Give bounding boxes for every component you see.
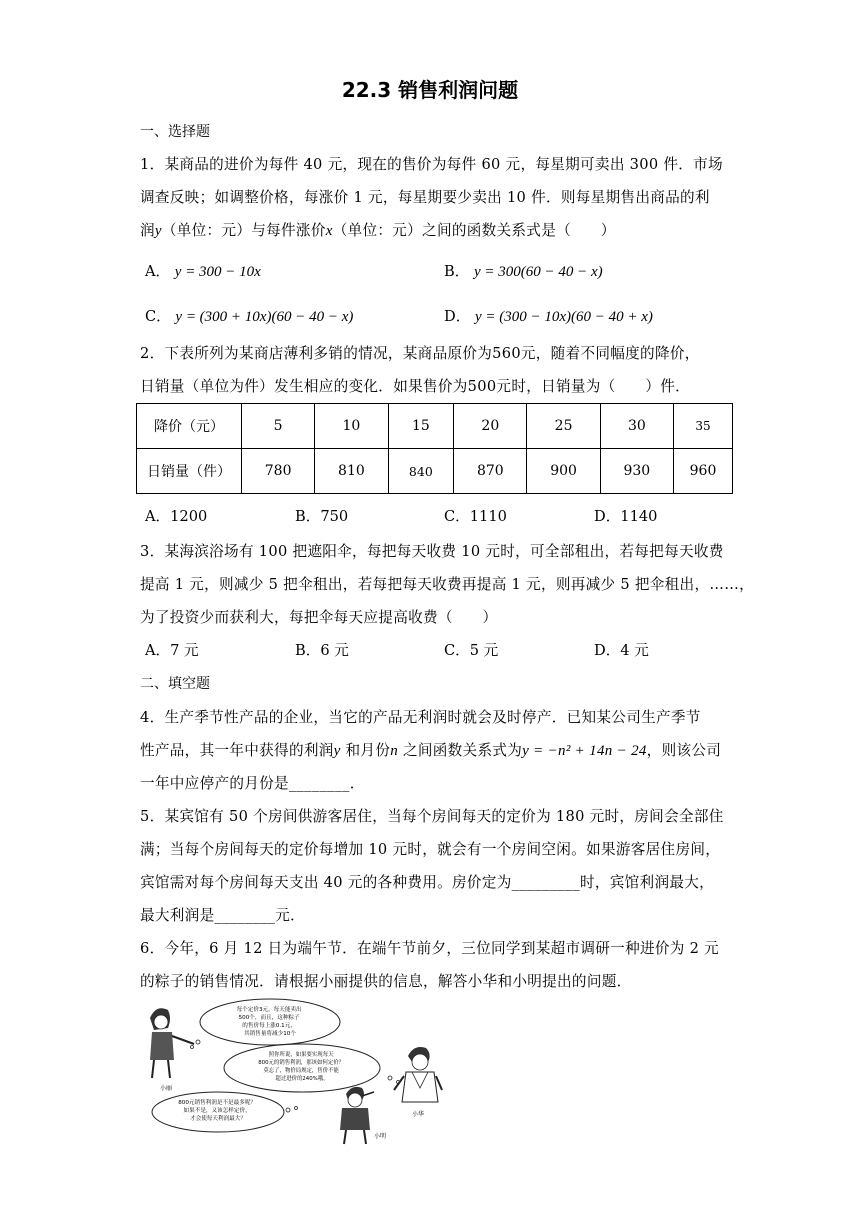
q4-line-2-text-a: 性产品，其一年中获得的利润 (140, 742, 334, 759)
q1-option-b-label: B． (444, 263, 470, 280)
table-cell: 20 (454, 404, 527, 449)
q1-option-a-label: A． (145, 263, 171, 280)
q2-option-b[interactable]: B．750 (295, 508, 349, 525)
q1-option-c-label: C． (145, 308, 171, 325)
q5-line-1: 5．某宾馆有 50 个房间供游客居住，当每个房间每天的定价为 180 元时，房间会全部住 (140, 808, 724, 825)
q4-line-2 (140, 739, 721, 760)
q2-option-a[interactable]: A．1200 (145, 508, 208, 525)
q1-line-1: 1．某商品的进价为每件 40 元，现在的售价为每件 60 元，每星期可卖出 300 件．市场 (140, 156, 723, 173)
bubble-2-line: 莫忘了，物价局规定，售价不能 (263, 1068, 339, 1074)
q1-line-2: 调查反映；如调整价格，每涨价 1 元，每星期要少卖出 10 件．则每星期售出商品的利 (140, 189, 710, 206)
speech-bubble-1 (200, 999, 340, 1045)
q3-option-b[interactable]: B．6 元 (295, 642, 349, 659)
bubble-dot (191, 1046, 194, 1049)
q1-line-3-text-c: （单位：元）之间的函数关系式是（ ） (332, 222, 616, 239)
q3-option-a[interactable]: A．7 元 (145, 642, 199, 659)
bubble-3-line: 才会使每天利润最大？ (190, 1116, 246, 1122)
q1-option-a-expr: y = 300 − 10x (174, 264, 261, 280)
bubble-dot (286, 1108, 290, 1112)
table-header-cell: 日销量（件） (137, 449, 242, 494)
q5-line-2: 满；当每个房间每天的定价每增加 10 元时，就会有一个房间空闲。如果游客居住房间， (140, 841, 721, 858)
bubble-1-line: 的售价每上涨0.1元， (242, 1023, 296, 1029)
table-cell: 5 (242, 404, 315, 449)
table-cell: 930 (600, 449, 673, 494)
q4-var-y: y (333, 743, 341, 759)
table-cell: 870 (454, 449, 527, 494)
table-row (137, 404, 733, 449)
bubble-2-line: 800元的销售利润，那该如何定价？ (258, 1060, 345, 1066)
q1-var-y: y (154, 223, 162, 239)
bubble-2-line: 照你所说，如果要实现每天 (268, 1052, 334, 1058)
table-cell: 960 (674, 449, 733, 494)
table-cell: 840 (388, 449, 454, 494)
q4-line-1: 4．生产季节性产品的企业，当它的产品无利润时就会及时停产．已知某公司生产季节 (140, 709, 701, 726)
table-cell: 780 (242, 449, 315, 494)
boy-xiaoming-figure (340, 1087, 374, 1144)
q4-line-2-text-c: 之间函数关系式为 (398, 742, 523, 759)
bubble-3-line: 如果不是，又该怎样定价， (183, 1108, 251, 1114)
bubble-1-line: 500个，而且，这种粽子 (238, 1015, 300, 1021)
price-sales-table (136, 403, 733, 494)
q1-line-3 (140, 219, 616, 240)
q1-option-d-expr: y = (300 − 10x)(60 − 40 + x) (474, 309, 653, 325)
table-cell: 25 (527, 404, 600, 449)
table-cell: 10 (315, 404, 388, 449)
table-cell: 30 (600, 404, 673, 449)
table-cell: 900 (527, 449, 600, 494)
bubble-dot (295, 1107, 298, 1110)
q4-line-2-text-b: 和月份 (340, 742, 391, 759)
q4-var-n: n (390, 743, 399, 759)
table-cell: 810 (315, 449, 388, 494)
q2-line-2: 日销量（单位为件）发生相应的变化．如果售价为500元时，日销量为（ ）件． (140, 378, 691, 395)
girl-xiaoli-figure (150, 1008, 194, 1078)
q3-option-c[interactable]: C．5 元 (444, 642, 499, 659)
q3-line-1: 3．某海滨浴场有 100 把遮阳伞，每把每天收费 10 元时，可全部租出，若每把每天收费 (140, 543, 724, 560)
q2-option-d[interactable]: D．1140 (594, 508, 658, 525)
q1-option-c-expr: y = (300 + 10x)(60 − 40 − x) (175, 309, 354, 325)
q4-line-2-text-d: ，则该公司 (646, 742, 722, 759)
q1-option-b-expr: y = 300(60 − 40 − x) (473, 264, 603, 280)
q1-option-d[interactable] (444, 305, 653, 326)
page-title: 22.3 销售利润问题 (341, 78, 519, 102)
q1-line-3-text-a: 润 (140, 222, 155, 239)
name-xiaoming: 小明 (374, 1133, 387, 1140)
q1-var-x: x (325, 223, 333, 239)
section-heading-fill: 二、填空题 (140, 676, 210, 692)
name-xiaohua: 小华 (412, 1111, 425, 1118)
q4-line-3: 一年中应停产的月份是________． (140, 775, 365, 792)
q3-line-3: 为了投资少而获利大，每把伞每天应提高收费（ ） (140, 609, 498, 626)
boy-xiaohua-figure (394, 1047, 442, 1102)
table-header-cell: 降价（元） (137, 404, 242, 449)
bubble-1-line: 其销售量将减少10个 (244, 1031, 296, 1037)
bubble-3-line: 800元销售利润是不是最多呢？ (178, 1100, 257, 1106)
section-heading-choice: 一、选择题 (140, 124, 210, 140)
name-xiaoli: 小丽 (160, 1085, 173, 1092)
q6-line-2: 的粽子的销售情况．请根据小丽提供的信息，解答小华和小明提出的问题． (140, 973, 632, 990)
svg-text:800元销售利润是不是最多呢？ 如果不是，又该怎 (178, 1098, 258, 1122)
table-cell: 35 (674, 404, 733, 449)
q3-line-2: 提高 1 元，则减少 5 把伞租出，若每把每天收费再提高 1 元，则再减少 5 把伞租出，……， (140, 576, 755, 593)
bubble-dot (196, 1040, 200, 1044)
bubble-1-line: 每个定价3元，每天能卖出 (236, 1007, 302, 1013)
q5-line-4: 最大利润是________元． (140, 907, 306, 924)
q1-option-c[interactable] (145, 305, 353, 326)
q3-option-d[interactable]: D．4 元 (594, 642, 649, 659)
q2-line-1: 2．下表所列为某商店薄利多销的情况，某商品原价为560元，随着不同幅度的降价， (140, 345, 700, 362)
table-row (137, 449, 733, 494)
q4-formula: y = −n² + 14n − 24 (522, 743, 647, 759)
q2-option-c[interactable]: C．1110 (444, 508, 507, 525)
q1-option-b[interactable] (444, 260, 603, 281)
bubble-dot (388, 1076, 392, 1080)
students-dialogue-illustration (142, 998, 560, 1146)
bubble-2-line: 超过进价的240%哦。 (275, 1076, 329, 1082)
q1-option-d-label: D． (444, 308, 471, 325)
q1-option-a[interactable] (145, 260, 261, 281)
table-cell: 15 (388, 404, 454, 449)
q6-line-1: 6．今年，6 月 12 日为端午节．在端午节前夕，三位同学到某超市调研一种进价为 2 元 (140, 940, 720, 957)
q1-line-3-text-b: （单位：元）与每件涨价 (161, 222, 326, 239)
q5-line-3: 宾馆需对每个房间每天支出 40 元的各种费用。房价定为_________时，宾馆利润最大， (140, 874, 715, 891)
